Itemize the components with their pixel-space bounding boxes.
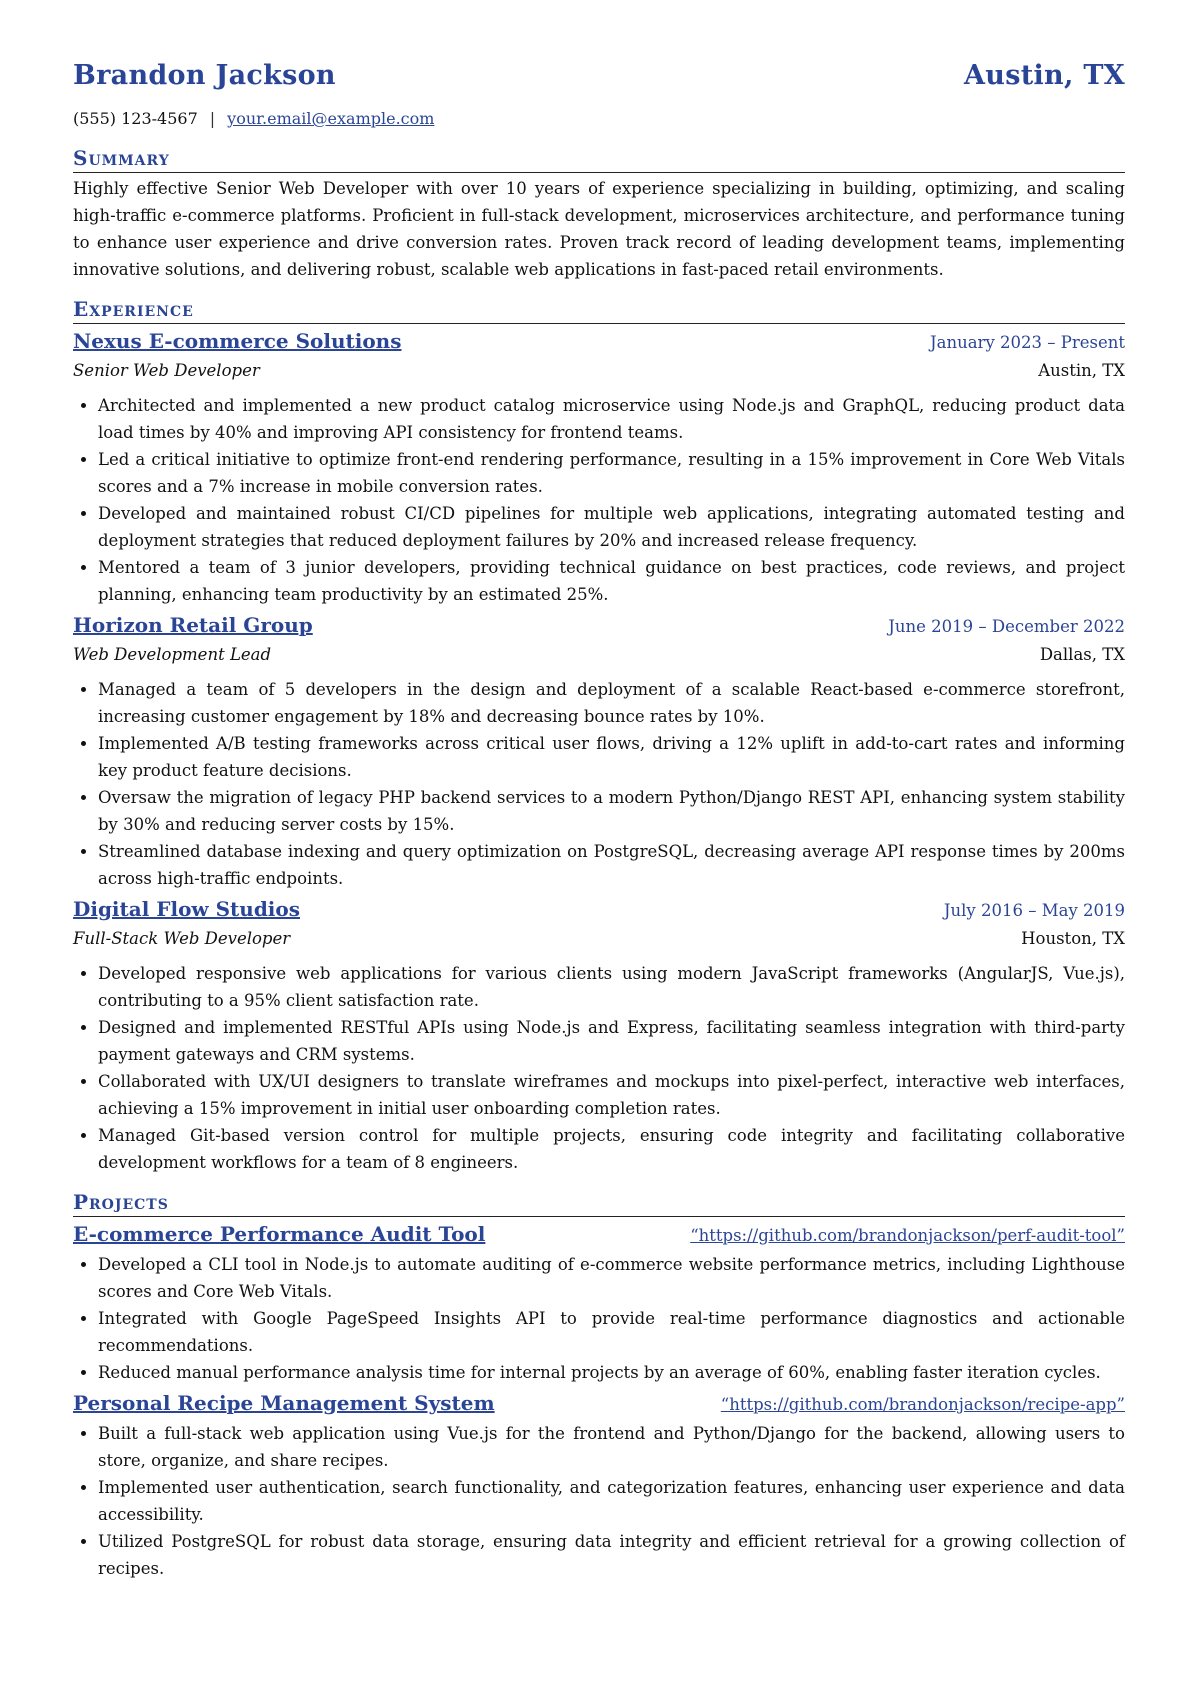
resume-header: [73, 60, 1125, 104]
job-location: Dallas, TX: [1039, 645, 1125, 664]
job-dates: June 2019 – December 2022: [888, 617, 1125, 636]
job-title: Web Development Lead: [73, 645, 272, 664]
bullet-item: • Collaborated with UX/UI designers to translate wireframes and mockups into pixel-perfect, interactive web interfaces, achieving a 15% improvement in initial user onboarding completion rates.: [98, 1068, 1125, 1122]
bullet-item: • Managed a team of 5 developers in the design and deployment of a scalable React-based e-commerce storefront, increasing customer engagement by 18% and decreasing bounce rates by 10%.: [98, 676, 1125, 730]
bullet-item: • Integrated with Google PageSpeed Insights API to provide real-time performance diagnostics and actionable recommendations.: [98, 1305, 1125, 1359]
email-link[interactable]: your.email@example.com: [227, 109, 435, 128]
bullet-item: • Reduced manual performance analysis time for internal projects by an average of 60%, enabling faster iteration cycles.: [98, 1359, 1125, 1386]
job-entry: [73, 326, 1125, 608]
bullet-item: • Developed responsive web applications for various clients using modern JavaScript frameworks (AngularJS, Vue.js), contributing to a 95% client satisfaction rate.: [98, 960, 1125, 1014]
project-name[interactable]: E-commerce Performance Audit Tool: [73, 1222, 486, 1246]
contact-line: [73, 106, 1125, 132]
job-entry: [73, 610, 1125, 892]
project-link[interactable]: “https://github.com/brandonjackson/recipe-app”: [720, 1395, 1125, 1414]
summary-heading: Summary: [73, 144, 1125, 173]
contact-separator: |: [209, 109, 216, 128]
project-name[interactable]: Personal Recipe Management System: [73, 1391, 495, 1415]
summary-text: Highly effective Senior Web Developer with over 10 years of experience specializing in building, optimizing, and scaling high-traffic e-commerce platforms. Proficient in full-stack development, microservices architecture, and performance tuning to enhance user experience and drive conversion rates. Proven track record of leading development teams, implementing innovative solutions, and delivering robust, scalable web applications in fast-paced retail environments.: [73, 179, 1125, 279]
company-name[interactable]: Nexus E-commerce Solutions: [73, 329, 402, 353]
job-location: Austin, TX: [1038, 361, 1125, 380]
bullet-item: • Developed and maintained robust CI/CD pipelines for multiple web applications, integrating automated testing and deployment strategies that reduced deployment failures by 20% and increased release frequency.: [98, 500, 1125, 554]
bullet-item: • Designed and implemented RESTful APIs using Node.js and Express, facilitating seamless integration with third-party payment gateways and CRM systems.: [98, 1014, 1125, 1068]
bullet-item: • Utilized PostgreSQL for robust data storage, ensuring data integrity and efficient retrieval for a growing collection of recipes.: [98, 1528, 1125, 1582]
bullet-item: • Architected and implemented a new product catalog microservice using Node.js and GraphQL, reducing product data load times by 40% and improving API consistency for frontend teams.: [98, 392, 1125, 446]
resume-content: [73, 60, 1125, 1582]
company-name[interactable]: Digital Flow Studios: [73, 897, 301, 921]
bullet-item: • Managed Git-based version control for multiple projects, ensuring code integrity and facilitating collaborative development workflows for a team of 8 engineers.: [98, 1122, 1125, 1176]
job-dates: January 2023 – Present: [930, 333, 1125, 352]
project-bullets: [73, 1420, 1125, 1582]
job-location: Houston, TX: [1021, 929, 1125, 948]
bullet-item: • Implemented A/B testing frameworks across critical user flows, driving a 12% uplift in add-to-cart rates and informing key product feature decisions.: [98, 730, 1125, 784]
phone-number: (555) 123-4567: [73, 109, 198, 128]
projects-heading: Projects: [73, 1188, 1125, 1217]
bullet-item: • Oversaw the migration of legacy PHP backend services to a modern Python/Django REST API, enhancing system stability by 30% and reducing server costs by 15%.: [98, 784, 1125, 838]
job-title: Full-Stack Web Developer: [73, 929, 291, 948]
bullet-item: • Implemented user authentication, search functionality, and categorization features, enhancing user experience and data accessibility.: [98, 1474, 1125, 1528]
bullet-item: • Developed a CLI tool in Node.js to automate auditing of e-commerce website performance metrics, including Lighthouse scores and Core Web Vitals.: [98, 1251, 1125, 1305]
company-name[interactable]: Horizon Retail Group: [73, 613, 313, 637]
bullet-item: • Led a critical initiative to optimize front-end rendering performance, resulting in a 15% improvement in Core Web Vitals scores and a 7% increase in mobile conversion rates.: [98, 446, 1125, 500]
bullet-item: • Mentored a team of 3 junior developers, providing technical guidance on best practices, code reviews, and project planning, enhancing team productivity by an estimated 25%.: [98, 554, 1125, 608]
project-entry: [73, 1219, 1125, 1386]
job-title: Senior Web Developer: [73, 361, 260, 380]
project-bullets: [73, 1251, 1125, 1386]
job-bullets: [73, 392, 1125, 608]
candidate-name: Brandon Jackson: [73, 60, 336, 91]
job-bullets: [73, 960, 1125, 1176]
bullet-item: • Streamlined database indexing and query optimization on PostgreSQL, decreasing average API response times by 200ms across high-traffic endpoints.: [98, 838, 1125, 892]
candidate-location: Austin, TX: [964, 60, 1125, 91]
experience-heading: Experience: [73, 295, 1125, 324]
project-link[interactable]: “https://github.com/brandonjackson/perf-audit-tool”: [690, 1226, 1125, 1245]
job-dates: July 2016 – May 2019: [943, 901, 1125, 920]
job-entry: [73, 894, 1125, 1176]
project-entry: [73, 1388, 1125, 1582]
job-bullets: [73, 676, 1125, 892]
bullet-item: • Built a full-stack web application using Vue.js for the frontend and Python/Django for the backend, allowing users to store, organize, and share recipes.: [98, 1420, 1125, 1474]
